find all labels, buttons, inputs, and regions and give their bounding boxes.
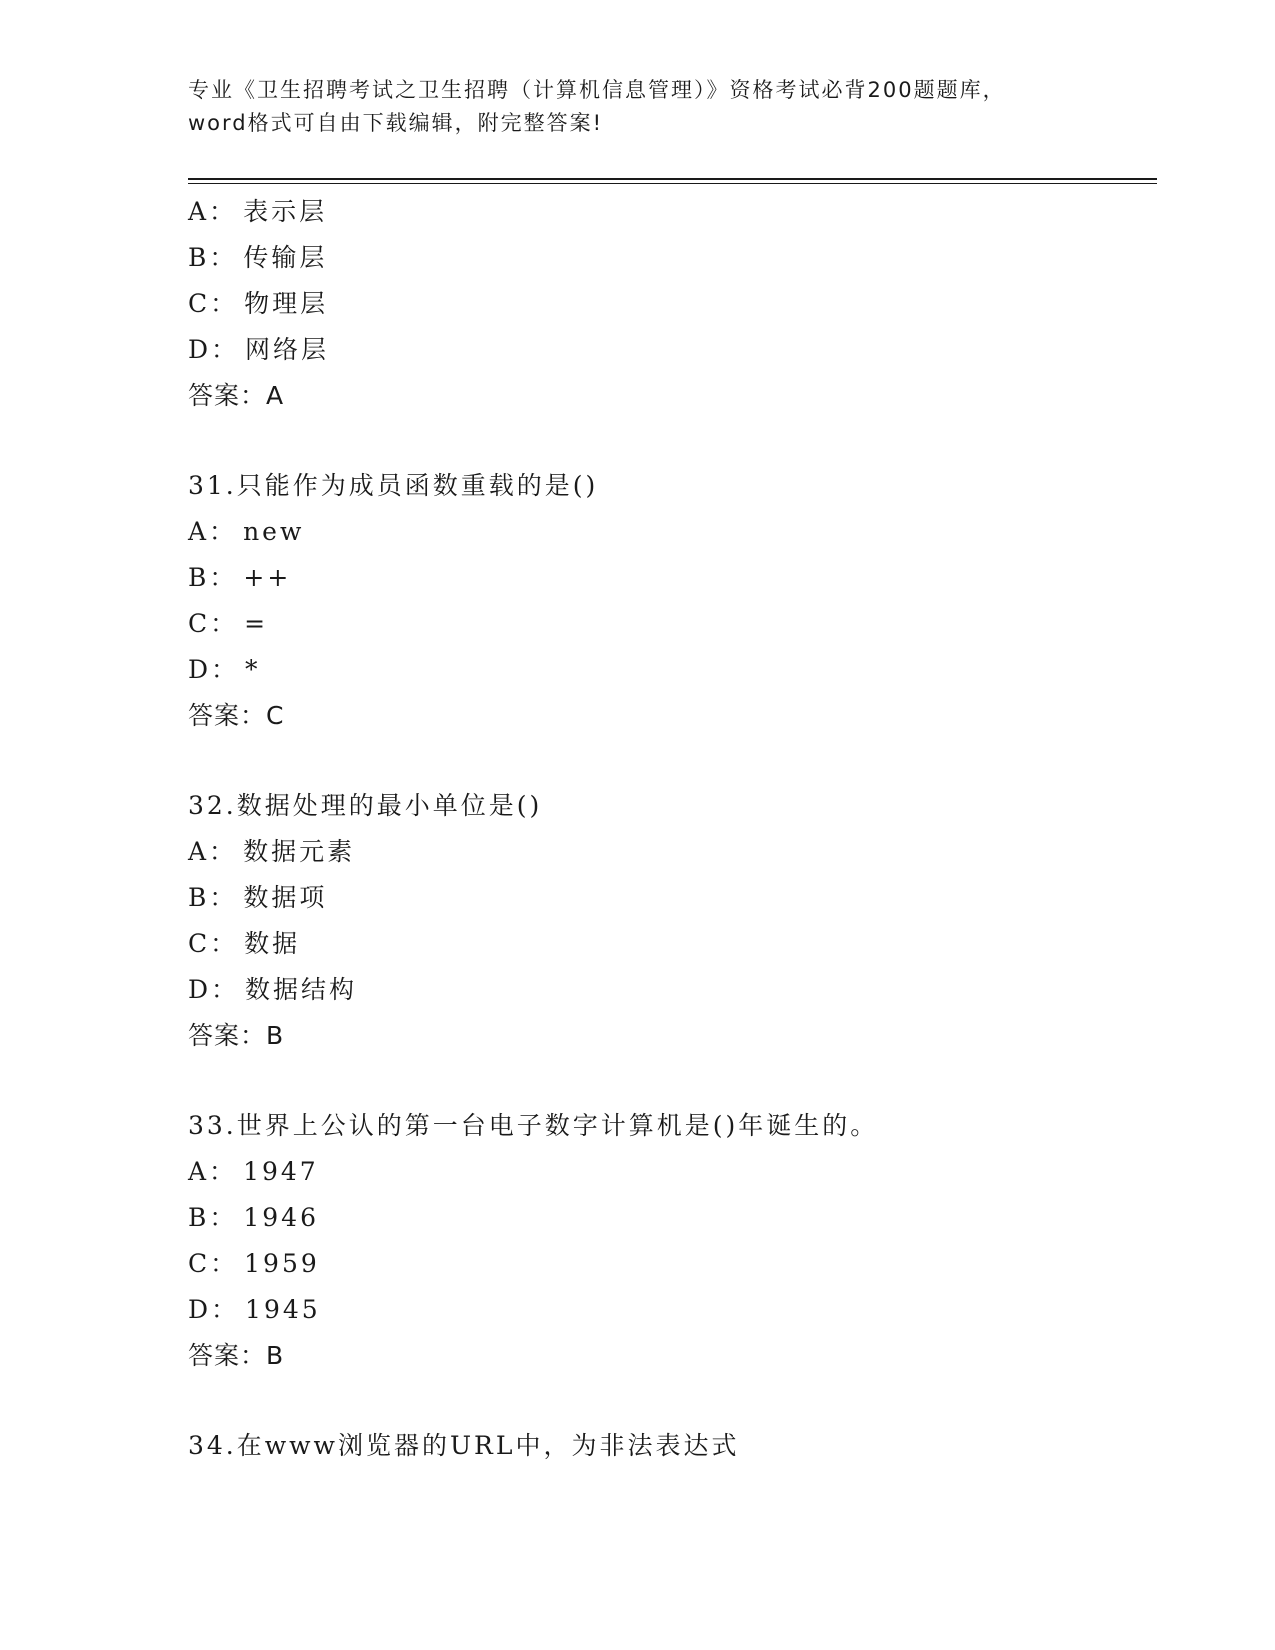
- question-block-continued: [188, 189, 1148, 419]
- document-header: [188, 74, 1088, 140]
- option-c: C： 数据: [188, 929, 301, 958]
- header-line-1: 专业《卫生招聘考试之卫生招聘（计算机信息管理）》资格考试必背200题题库，: [188, 78, 1006, 102]
- option-c: C： 1959: [188, 1249, 320, 1278]
- answer-line: 答案：A: [188, 381, 285, 410]
- option-b: B： ++: [188, 563, 292, 592]
- header-divider-thick: [188, 178, 1157, 180]
- option-a: A： new: [188, 517, 305, 546]
- option-b: B： 1946: [188, 1203, 319, 1232]
- option-d: D： 1945: [188, 1295, 321, 1324]
- question-block-33: [188, 1103, 1148, 1379]
- question-block-34: [188, 1423, 1148, 1469]
- question-stem: 33.世界上公认的第一台电子数字计算机是()年诞生的。: [188, 1111, 879, 1140]
- option-d: D： 数据结构: [188, 975, 358, 1004]
- question-stem: 34.在www浏览器的URL中，为非法表达式: [188, 1431, 740, 1460]
- question-block-31: [188, 463, 1148, 739]
- option-b: B： 传输层: [188, 243, 328, 272]
- answer-line: 答案：C: [188, 701, 285, 730]
- answer-line: 答案：B: [188, 1341, 285, 1370]
- option-c: C： =: [188, 609, 269, 638]
- option-d: D： 网络层: [188, 335, 330, 364]
- option-c: C： 物理层: [188, 289, 329, 318]
- option-d: D： *: [188, 655, 261, 684]
- header-divider-thin: [188, 183, 1157, 184]
- question-stem: 31.只能作为成员函数重载的是(): [188, 471, 599, 500]
- option-a: A： 数据元素: [188, 837, 356, 866]
- question-block-32: [188, 783, 1148, 1059]
- question-list: [188, 189, 1148, 1469]
- header-line-2: word格式可自由下载编辑，附完整答案!: [188, 111, 604, 135]
- question-stem: 32.数据处理的最小单位是(): [188, 791, 543, 820]
- option-a: A： 表示层: [188, 197, 328, 226]
- option-a: A： 1947: [188, 1157, 319, 1186]
- option-b: B： 数据项: [188, 883, 328, 912]
- answer-line: 答案：B: [188, 1021, 285, 1050]
